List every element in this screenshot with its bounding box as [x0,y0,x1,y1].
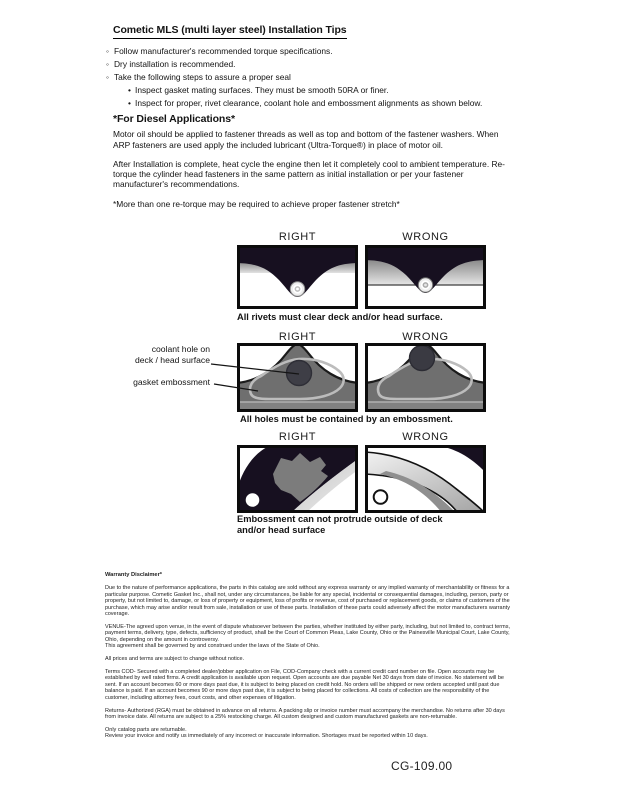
wrong-label-row1: WRONG [402,231,449,243]
venue-paragraph: VENUE-The agreed upon venue, in the event of dispute whatsoever between the parties, whether instituted by either party, including, but not limited to, contract terms, payment terms, delivery, type, defects, sufficiency of product, shall be the Court of Common Pleas, Lake County, Ohio or the Painesville Municipal Court, Lake County, Ohio, depending on the amount in controversy. [105,623,510,643]
right-label-row2: RIGHT [278,331,317,343]
rivet-right-illustration [237,245,358,309]
embossment-right-diagram [237,343,358,412]
review-paragraph: Review your invoice and notify us immediately of any incorrect or inaccurate information. Shortages must be reported within 10 days. [105,733,428,740]
rivet-clearance-right-diagram [237,245,358,309]
terms-paragraph: Terms COD- Secured with a completed dealer/jobber application on File, COD-Company check with a current credit card number on file. Open accounts may be established by well rated firms. A credit application is available upon request. Open accounts are due payable Net 30 days from date of invoice. No statement will be sent. If an account becomes 60 or more days past due, it is subject to being placed on credit hold. No orders will be shipped or new orders accepted until past due balance is paid. If an account becomes 90 or more days past due, it is subject to being placed for collections. All costs of collection are the responsibility of the customer, including attorney fees, court costs, and other expenses of litigation. [105,668,504,701]
rivet-icon [290,282,304,296]
prices-paragraph: All prices and terms are subject to change without notice. [105,656,245,663]
returnable-paragraph: Only catalog parts are returnable. [105,726,187,733]
open-bullet-icon: ◦ [106,46,109,56]
right-label-row1: RIGHT [278,231,317,243]
list-item [106,45,536,58]
returns-paragraph: Returns- Authorized (RGA) must be obtained in advance on all returns. A packing slip or invoice number must accompany the merchandise. No returns after 30 days from invoice date. All returns are subject to a 25% restocking charge. All custom designed and custom manufactured gaskets are non-returnable. [105,707,505,720]
bullet-text: Follow manufacturer's recommended torque specifications. [114,46,333,56]
rivet-clearance-wrong-diagram [365,245,486,309]
warranty-disclaimer-section [105,572,512,746]
list-item [128,84,536,97]
open-bullet-icon: ◦ [106,72,109,82]
list-item [106,58,536,71]
diesel-paragraph-1: Motor oil should be applied to fastener threads as well as top and bottom of the fastener washers. When ARP fasteners are used apply the included lubricant (Ultra-Torque®) in place of motor oil. [113,129,499,150]
protrusion-wrong-illustration [365,445,486,513]
page-number: CG-109.00 [391,759,453,773]
bolt-hole-icon [374,490,388,504]
retorque-note: *More than one re-torque may be required to achieve proper fastener stretch* [113,198,400,209]
diesel-applications-section [113,114,505,218]
warranty-heading: Warranty Disclaimer* [105,572,163,578]
bullet-text: Dry installation is recommended. [114,59,236,69]
list-item [128,97,536,110]
protrusion-wrong-diagram [365,445,486,513]
protrusion-right-illustration [237,445,358,513]
list-item [106,71,536,84]
embossment-wrong-diagram [365,343,486,412]
row3-caption [237,514,467,535]
row2-callout-labels [90,344,210,388]
row3-caption-line2: and/or head surface [237,524,326,535]
warranty-paragraph: Due to the nature of performance applications, the parts in this catalog are sold without any express warranty or any implied warranty of merchantability or fitness for a particular purpose. Cometic Gasket Inc., shall not, under any circumstances, be liable for any special, incidental or consequential damages, including, person, party or property, but not limited to, damage, or loss of property or equipment, loss of profits or revenue, cost of purchased or replacement goods, or claims of customers of the purchase, which may arise and/or result from sale, installation or use of these parts. Installation of these parts could adversely affect the motor manufacturers warranty coverage. [105,585,510,618]
dot-bullet-icon: • [128,85,131,95]
row1-caption: All rivets must clear deck and/or head surface. [237,312,443,322]
wrong-label-row2: WRONG [402,331,449,343]
wrong-label-row3: WRONG [402,431,449,443]
embossment-right-illustration [237,343,358,412]
governed-paragraph: This agreement shall be governed by and construed under the laws of the State of Ohio. [105,643,320,650]
rivet-icon [418,278,432,292]
diesel-paragraph-2: After Installation is complete, heat cycle the engine then let it completely cool to ambient temperature. Re-torque the cylinder head fasteners in the same pattern as initial installation or per your fastener manufacturer's recommendations. [113,158,505,190]
bolt-hole-icon [246,493,260,507]
rivet-wrong-illustration [365,245,486,309]
right-label-row3: RIGHT [278,431,317,443]
open-bullet-icon: ◦ [106,59,109,69]
page-title: Cometic MLS (multi layer steel) Installation Tips [113,24,347,39]
coolant-hole-label-line2: deck / head surface [134,354,210,365]
install-tips-list [106,45,536,110]
row3-caption-line1: Embossment can not protrude outside of deck [237,514,443,524]
embossment-wrong-illustration [365,343,486,412]
bullet-text: Inspect gasket mating surfaces. They must be smooth 50RA or finer. [135,85,389,95]
coolant-hole-label-line1: coolant hole on [151,344,210,354]
bullet-text: Take the following steps to assure a proper seal [114,72,291,82]
protrusion-right-diagram [237,445,358,513]
row2-caption: All holes must be contained by an embossment. [240,414,453,424]
bullet-text: Inspect for proper, rivet clearance, coolant hole and embossment alignments as shown below. [135,98,483,108]
dot-bullet-icon: • [128,98,131,108]
gasket-embossment-label: gasket embossment [133,377,210,387]
diesel-heading: *For Diesel Applications* [113,113,235,125]
